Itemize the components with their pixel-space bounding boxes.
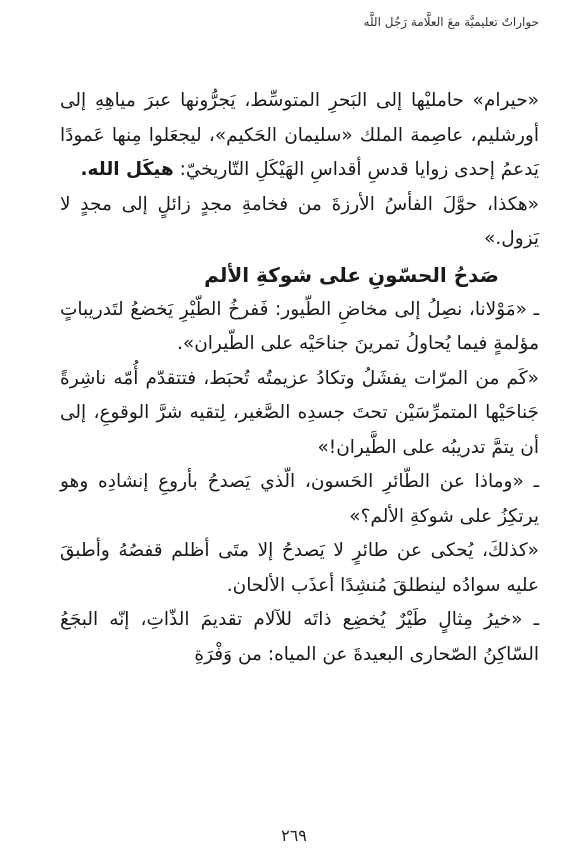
paragraph-5: ـ «وماذا عن الطّائرِ الحَسون، الّذي يَصدحُ بأروعِ إنشادِه وهو يرتكِزُ على شوكةِ الألم؟» — [60, 471, 539, 527]
paragraph-1 — [60, 84, 539, 188]
page-number: ٢٦٩ — [281, 826, 307, 845]
paragraph-3: ـ «مَوْلانا، نصِلُ إلى مخاضِ الطّيور: فَفرخُ الطّيْرِ يَخضعُ لتَدريباتٍ مؤلمةٍ فيما يُحاولُ تمرينَ جناحَيْه على الطّيران». — [60, 298, 539, 354]
paragraph-2: «هكذا، حوَّلَ الفأسُ الأرزةَ من فخامةِ مجدٍ زائلٍ إلى مجدٍ لا يَزول.» — [60, 193, 539, 249]
paragraph-6: «كذلكَ، يُحكى عن طائرٍ لا يَصدحُ إلا متَى أظلم قفصُهُ وأطبقَ عليه سوادُه لينطلقَ مُنشِدًا أعذَب الألحان. — [60, 540, 539, 596]
page-body — [60, 84, 539, 672]
paragraph-1-emphasis: هيكَل الله. — [80, 159, 174, 180]
running-header: حواراتٌ تعليميَّة معَ العلَّامة رَجُل اللَّه — [363, 15, 539, 29]
section-heading: صَدحُ الحسّونِ على شوكةِ الألم — [204, 262, 499, 287]
paragraph-4: «كَم من المرّات يفشَلُ وتكادُ عزيمتُه تُحبَط، فتتقدّم أُمّه ناشِرةً جَناحَيْها المتمرِّسَيْن تحتَ جسدِه الصَّغير، لِتقيه شرَّ الوقوعِ، إلى أن يتمَّ تدريبُه على الطَّيران!» — [60, 367, 539, 458]
paragraph-7: ـ «خيرُ مِثالٍ طَيْرٌ يُخضِع ذاتَه للآلام تقديمَ الذّاتِ، إنّه البجَعُ السّاكِنُ الصّحارى البعيدةَ عن المياه: من وَفْرَةِ — [60, 609, 539, 665]
paragraph-1-text: «حيرام» حامليْها إلى البَحرِ المتوسِّط، يَجرُّونها عبرَ مياهِهِ إلى أورشليم، عاصِمة الملك «سليمان الحَكيم»، ليجعَلوا مِنها عَمودًا يَدعمُ إحدى زوايا قدسِ أقداسِ الهَيْكَلِ التّاريخيّ: — [60, 90, 539, 180]
